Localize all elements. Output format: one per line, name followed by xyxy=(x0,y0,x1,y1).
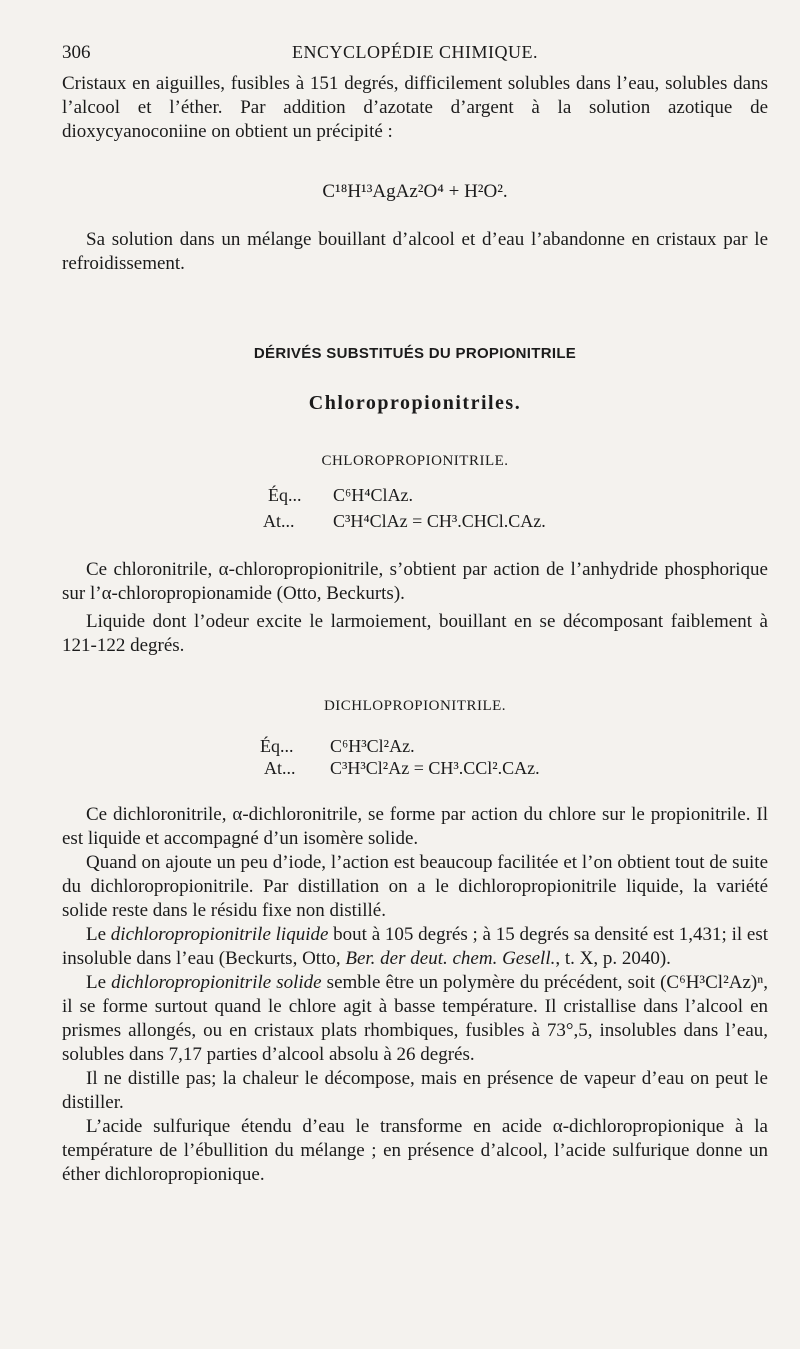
paragraph xyxy=(62,923,768,971)
atomic-label: At... xyxy=(263,511,295,531)
paragraph: Il ne distille pas; la chaleur le décompose, mais en présence de vapeur d’eau on peut le distiller. xyxy=(62,1068,768,1113)
running-title: ENCYCLOPÉDIE CHIMIQUE. xyxy=(292,42,538,62)
equivalent-formula: C⁶H³Cl²Az. xyxy=(330,736,415,756)
text-run: semble être un polymère du précédent, soit (C⁶H³Cl²Az)ⁿ, il se forme surtout quand le chlore agit à basse température. Il cristallise dans l’alcool en prismes allongés, ou en cristaux plats rhombiques, fusibles à 73°,5, insolubles dans l’eau, solubles dans 7,17 parties d’alcool absolu à 26 degrés. xyxy=(62,972,768,1065)
equivalent-formula: C⁶H⁴ClAz. xyxy=(333,485,414,505)
equivalent-label: Éq... xyxy=(260,736,294,756)
equivalent-label: Éq... xyxy=(268,485,302,505)
italic-term: dichloropropionitrile solide xyxy=(111,972,322,993)
text-run: Le xyxy=(86,924,111,945)
section-heading: DÉRIVÉS SUBSTITUÉS DU PROPIONITRILE xyxy=(253,345,577,362)
atomic-formula: C³H⁴ClAz = CH³.CHCl.CAz. xyxy=(333,511,546,531)
text-run: , t. X, p. 2040). xyxy=(555,948,671,969)
paragraph xyxy=(62,971,768,1067)
citation-journal: Ber. der deut. chem. Gesell. xyxy=(345,948,556,969)
intro-block xyxy=(62,72,768,144)
text-run: Le xyxy=(86,972,112,993)
paragraph: Ce dichloronitrile, α-dichloronitrile, se forme par action du chlore sur le propionitrile. Il est liquide et accompagné d’un isomère solide. xyxy=(62,804,768,849)
italic-term: dichloropropionitrile liquide xyxy=(110,924,329,945)
paragraph: Ce chloronitrile, α-chloropropionitrile, s’obtient par action de l’anhydride phosphorique sur l’α-chloropropionamide (Otto, Beckurts). xyxy=(62,559,768,604)
paragraph: Sa solution dans un mélange bouillant d’alcool et d’eau l’abandonne en cristaux par le refroidissement. xyxy=(62,229,768,274)
page-number: 306 xyxy=(62,42,91,63)
subsection-title: CHLOROPROPIONITRILE. xyxy=(321,453,509,469)
page-header xyxy=(62,42,768,72)
text-run: bout à 105 degrés ; à 15 degrés sa densité est 1,431; il est insoluble dans l’eau (Beckurts, Otto, xyxy=(62,924,769,969)
formula: C¹⁸H¹³AgAz²O⁴ + H²O². xyxy=(322,181,508,202)
paragraph: Cristaux en aiguilles, fusibles à 151 degrés, difficilement solubles dans l’eau, solubles dans l’alcool et l’éther. Par addition d’azotate d’argent à la solution azotique de dioxycyanoconiine on obtient un précipité : xyxy=(62,73,768,142)
paragraph: Quand on ajoute un peu d’iode, l’action est beaucoup facilitée et l’on obtient tout de suite du dichloropropionitrile. Par distillation on a le dichloropropionitrile liquide, la variété solide reste dans le résidu fixe non distillé. xyxy=(62,852,768,921)
atomic-label: At... xyxy=(264,758,296,778)
atomic-formula: C³H³Cl²Az = CH³.CCl².CAz. xyxy=(330,758,540,778)
dichloro-block xyxy=(62,803,768,1187)
paragraph: L’acide sulfurique étendu d’eau le transforme en acide α-dichloropropionique à la température de l’ébullition du mélange ; en présence d’alcool, l’acide sulfurique donne un éther dichloropropionique. xyxy=(62,1116,768,1185)
section-title: Chloropropionitriles. xyxy=(308,392,522,414)
paragraph: Liquide dont l’odeur excite le larmoiement, bouillant en se décomposant faiblement à 121-122 degrés. xyxy=(62,611,768,656)
subsection-title: DICHLOPROPIONITRILE. xyxy=(323,698,507,714)
